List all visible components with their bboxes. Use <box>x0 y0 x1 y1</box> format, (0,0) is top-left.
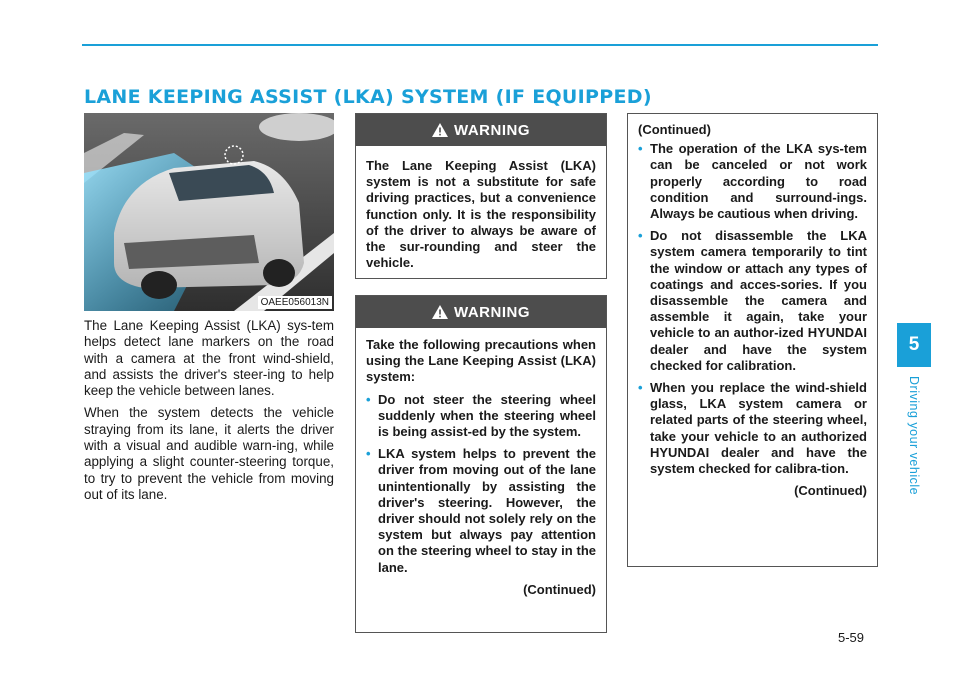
warning-list-2 <box>366 392 596 576</box>
chapter-tab: 5 <box>897 323 931 367</box>
warning-label-2: WARNING <box>454 303 530 321</box>
header-rule <box>82 44 878 46</box>
list-item: • Do not steer the steering wheel suddenly when the steering wheel is being assist-ed by the system. <box>366 392 596 441</box>
warning-text-1: The Lane Keeping Assist (LKA) system is not a substitute for safe driving practices, but a convenience function only. It is the responsibility of the driver to always be aware of the sur-rounding and steer the vehicle. <box>366 158 596 271</box>
continued-header: (Continued) <box>638 122 711 137</box>
list-item: • When you replace the wind-shield glass, LKA system camera or related parts of the steering wheel, take your vehicle to an authorized HYUNDAI dealer and have the system checked for calibra-tion. <box>638 380 867 477</box>
list-item: • The operation of the LKA sys-tem can be canceled or not work properly according to road condition and surround-ings. Always be cautious when driving. <box>638 141 867 222</box>
continued-list <box>638 141 867 477</box>
car-lane-illustration <box>84 113 334 311</box>
chapter-label-text: Driving your vehicle <box>907 376 921 496</box>
warning-triangle-icon <box>432 123 448 137</box>
image-code: OAEE056013N <box>258 296 332 309</box>
warning-label-1: WARNING <box>454 121 530 139</box>
continued-label: (Continued) <box>523 581 596 597</box>
section-title: LANE KEEPING ASSIST (LKA) SYSTEM (IF EQUIPPED) <box>84 86 652 108</box>
warning-header-2 <box>356 296 606 328</box>
list-item: • LKA system helps to prevent the driver from moving out of the lane unintentionally by assisting the driver's steering. However, the driver should not solely rely on the system but always pay attention on the steering wheel to stay in the lane. <box>366 446 596 576</box>
body-text <box>84 318 334 509</box>
body-paragraph-2: When the system detects the vehicle straying from its lane, it alerts the driver with a visual and audible warn-ing, while applying a slight counter-steering torque, to try to prevent the vehicle from moving out of its lane. <box>84 405 334 502</box>
warning-header-1 <box>356 114 606 146</box>
list-item: • Do not disassemble the LKA system camera temporarily to tint the window or attach any types of coatings and acces-sories. If you disassemble the camera and assemble it again, take your vehicle to an author-ized HYUNDAI dealer and have the system checked for calibration. <box>638 228 867 374</box>
chapter-label <box>903 376 925 506</box>
lka-illustration <box>84 113 334 311</box>
warning-triangle-icon <box>432 305 448 319</box>
continued-label: (Continued) <box>794 483 867 499</box>
warning-box-2 <box>355 295 607 633</box>
warning-intro-2: Take the following precautions when using the Lane Keeping Assist (LKA) system: <box>366 337 596 385</box>
body-paragraph-1: The Lane Keeping Assist (LKA) sys-tem helps detect lane markers on the road with a camera at the front wind-shield, and assists the driver's steer-ing to help keep the vehicle between lanes. <box>84 318 334 399</box>
page-number: 5-59 <box>838 630 865 645</box>
continued-box <box>627 113 878 567</box>
warning-box-1 <box>355 113 607 279</box>
